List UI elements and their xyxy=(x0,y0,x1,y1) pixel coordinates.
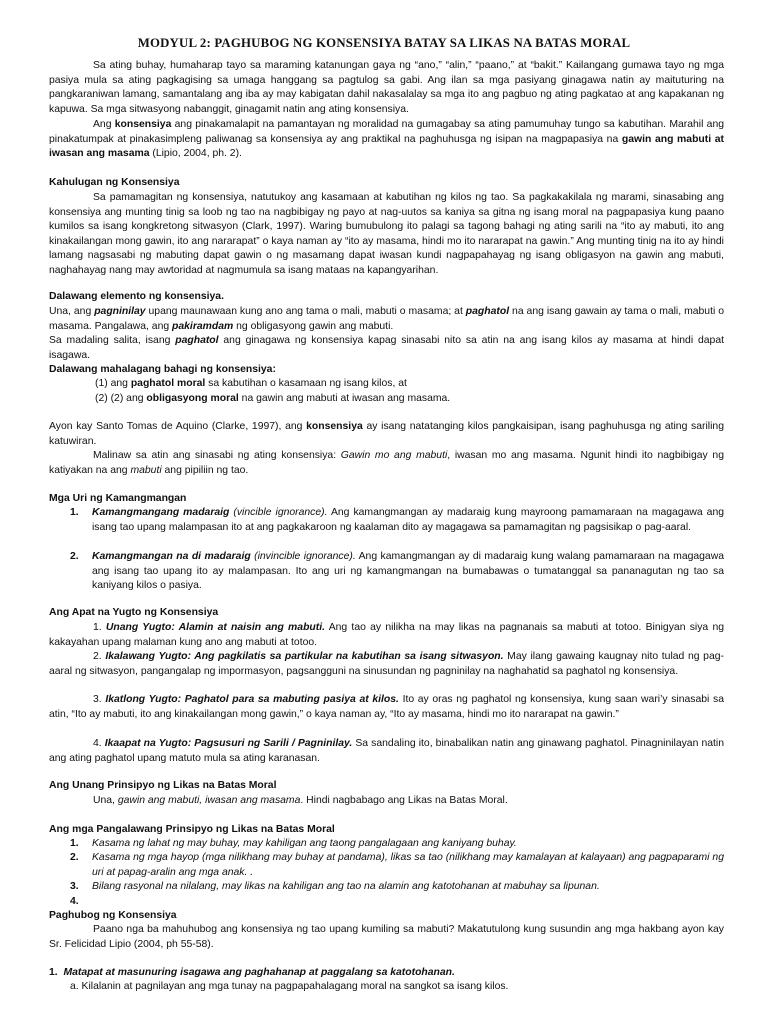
text-run: ay isang natatanging kilos pangkaisipan, isang paghuhusga ng ating sariling katuwiran. xyxy=(49,421,724,447)
bahagi-item-2 xyxy=(95,392,450,407)
term-obligasyong-moral: obligasyong moral xyxy=(146,393,239,404)
elemento-paragraph xyxy=(49,305,724,334)
term-paghatol-moral: paghatol moral xyxy=(130,378,206,389)
prinsipyo-item-1 xyxy=(92,837,724,852)
yugto-title: Ikalawang Yugto: Ang pagkilatis sa partikular na kabutihan sa isang sitwasyon. xyxy=(105,651,504,662)
emphasis-word: mabuti xyxy=(130,464,162,476)
section-heading-uri: Mga Uri ng Kamangmangan xyxy=(49,493,187,504)
bahagi-item-1 xyxy=(95,377,407,392)
emphasis-phrase: gawin ang mabuti at iwasan ang masama xyxy=(49,133,724,160)
unang-prinsipyo-text xyxy=(49,794,724,809)
step-title: Matapat at masunuring isagawa ang paghahanap at paggalang sa katotohanan. xyxy=(63,967,455,978)
intro-paragraph-1: Sa ating buhay, humaharap tayo sa maraming katanungan gaya ng “ano,” “alin,” “paano,” at “bakit.” Kailangang gumawa tayo ng mga pasiya mula sa ating pagkagising sa umaga hanggang sa pagtulog sa gabi. Ang ilan sa mga pasiyang ginagawa natin ay maituturing na pangkaraniwan lamang, samantalang ang iba ay may kabigatan dahil nakasalalay sa mga ito ang pagbuo ng ating pagkatao at ang kapakanan ng kapuwa. Sa mga sitwasyong nabanggit, ginagamit natin ang ating konsensiya. xyxy=(49,60,724,115)
text-run: Sa madaling salita, isang xyxy=(49,335,176,346)
yugto-item-2 xyxy=(49,650,724,679)
term-madaraig: Kamangmangang madaraig xyxy=(92,507,230,518)
list-number: 2. xyxy=(70,852,79,863)
yugto-item-4 xyxy=(49,737,724,766)
list-number: 1. xyxy=(70,507,79,518)
list-number: 3. xyxy=(93,694,106,705)
yugto-item-3 xyxy=(49,693,724,722)
term-pakiramdam: pakiramdam xyxy=(172,320,234,332)
text-run: (1) ang xyxy=(95,378,131,389)
text-run: Ang kamangmangan ay di madaraig kung walang pamamaraan na magagawa ang isang tao upang ito ay malampasan. Ito ang uri ng kamangmangan na bumabawas o tumatanggal sa pananagutan ng tao sa kaniyang kilos o pasiya. xyxy=(92,551,724,592)
document-title: MODYUL 2: PAGHUBOG NG KONSENSIYA BATAY SA LIKAS NA BATAS MORAL xyxy=(137,36,631,50)
text-run: , iwasan mo ang masama. Ngunit hindi ito nagbibigay ng katiyakan na ang xyxy=(49,450,724,476)
emphasis-phrase: Gawin mo ang mabuti xyxy=(340,450,448,461)
text-run: . Hindi nagbabago ang Likas na Batas Moral. xyxy=(300,795,508,806)
intro-paragraph-2 xyxy=(49,118,724,162)
list-number: 2. xyxy=(93,651,106,662)
text-run: ang pinakamalapit na pamantayan ng moralidad na gumagabay sa ating pamumuhay tungo sa kabutihan. Marahil ang pinakatumpak at pinakasimpleng paliwanag sa konsensiya ay ang praktikal na paghuhusga ng isipan na magpapasiya na xyxy=(49,119,724,145)
yugto-title: Ikaapat na Yugto: Pagsusuri ng Sarili / Pagninilay. xyxy=(104,738,353,749)
paghubog-step-1a: a. Kilalanin at pagnilayan ang mga tunay na pagpapahalagang moral na sangkot sa isang kilos. xyxy=(70,981,509,992)
prinsipyo-text: Kasama ng mga hayop (mga nilikhang may buhay at pandama), likas sa tao (nilikhang may kamalayan at kalayaan) ang pagpaparami ng uri at papag-aralin ang mga anak. . xyxy=(92,852,724,878)
term-english: (vincible ignorance). xyxy=(229,507,328,518)
term-paghatol: paghatol xyxy=(465,306,510,317)
term-english: (invincible ignorance). xyxy=(250,551,356,562)
text-run: na gawin ang mabuti at iwasan ang masama. xyxy=(238,393,451,404)
prinsipyo-item-2 xyxy=(92,851,724,880)
emphasis-phrase: gawin ang mabuti, iwasan ang masama xyxy=(117,795,301,806)
malinaw-paragraph xyxy=(49,449,724,478)
list-number: 1. xyxy=(93,622,106,633)
kahulugan-paragraph: Sa pamamagitan ng konsensiya, natutukoy ang kasamaan at kabutihan ng kilos ng tao. Sa pagkakakilala ng marami, sinasabing ang konsensiya ang munting tinig sa loob ng tao na nagbibigay ng payo at nag-uutos sa kaniya sa gitna ng isang moral na pagpapasiya kung paano kumilos sa isang kongkretong sitwasyon (Clark, 1997). Waring bumubulong ito palagi sa tagong bahagi ng ating sarili na “ito ay mabuti, ito ang kinakailangan mong gawin, ito ang nararapat” o kaya naman ay “ito ay masama, hindi mo ito nararapat na gawin.” Ang munting tinig na ito ay hindi lamang nagsasabi ng mabuting dapat gawin o ng masamang dapat iwasan kundi nagpapahayag ng isang obligasyon na gawin ang mabuti, naghahayag nang may awtoridad at nagmumula sa isang mataas na kapangyarihan. xyxy=(49,192,724,276)
text-run: Ang tao ay nilikha na may likas na pagnanais sa mabuti at totoo. Binigyan siya ng kakayahan upang malaman kung ano ang mabuti at totoo. xyxy=(49,622,725,648)
list-number: 2. xyxy=(70,551,79,562)
text-run: sa kabutihan o kasamaan ng isang kilos, at xyxy=(205,378,407,389)
term-pagninilay: pagninilay xyxy=(94,306,146,317)
prinsipyo-item-3 xyxy=(92,880,724,895)
list-number: 1. xyxy=(49,967,58,978)
text-run: Una, ang xyxy=(49,306,95,317)
text-run: Ang xyxy=(93,119,115,130)
text-run: Ito ay oras ng paghatol ng konsensiya, kung saan wari’y sinasabi sa atin, “Ito ay mabuti, ito ang kinakailangan mong gawin,” o kaya naman ay, “Ito ay masama, hindi mo ito nararapat na gawin.” xyxy=(49,694,724,720)
section-heading-paghubog: Paghubog ng Konsensiya xyxy=(49,910,177,921)
list-number: 4. xyxy=(70,896,79,907)
yugto-item-1 xyxy=(49,621,724,650)
uri-item-2 xyxy=(92,550,724,594)
aquino-paragraph xyxy=(49,420,724,449)
paghubog-paragraph: Paano nga ba mahuhubog ang konsensiya ng tao upang kumiling sa mabuti? Makatutulong kung susundin ang mga hakbang ayon kay Sr. Felicidad Lipio (2004, ph 55-58). xyxy=(49,924,724,950)
list-number: 3. xyxy=(70,881,79,892)
text-run: Ayon kay Santo Tomas de Aquino (Clarke, 1997), ang xyxy=(49,421,307,432)
paghubog-step-1 xyxy=(49,966,455,981)
madaling-salita-paragraph xyxy=(49,334,724,363)
citation: (Lipio, 2004, ph. 2). xyxy=(149,148,242,160)
list-number: 4. xyxy=(93,738,105,749)
subheading-elemento: Dalawang elemento ng konsensiya. xyxy=(49,291,224,302)
text-run: Una, xyxy=(93,795,118,806)
section-heading-yugto: Ang Apat na Yugto ng Konsensiya xyxy=(49,607,219,618)
text-run: upang maunawaan kung ano ang tama o mali, mabuti o masama; at xyxy=(145,306,466,317)
text-run: Ang kamangmangan ay madaraig kung mayroong pamamaraan na magagawa ang isang tao upang malampasan ito at ang pagkakaroon ng kaalaman dito ay magagawa sa pamamagitan ng pagsisikap o pag-aaral. xyxy=(92,507,725,533)
text-run: ang ginagawa ng konsensiya kapag sinasabi nito sa atin na ang isang kilos ay masama at hindi dapat isagawa. xyxy=(49,335,724,361)
subheading-bahagi: Dalawang mahalagang bahagi ng konsensiya: xyxy=(49,364,276,375)
list-number: 1. xyxy=(70,838,79,849)
text-run: ang pipiliin ng tao. xyxy=(161,464,249,476)
uri-item-1 xyxy=(92,506,724,535)
text-run: (2) (2) ang xyxy=(95,393,147,404)
section-heading-unang-prinsipyo: Ang Unang Prinsipyo ng Likas na Batas Moral xyxy=(49,780,277,791)
term-di-madaraig: Kamangmangan na di madaraig xyxy=(92,551,251,562)
term-konsensiya: konsensiya xyxy=(114,119,172,130)
text-run: Sa sandaling ito, binabalikan natin ang ginawang paghatol. Pinagninilayan natin ang ating paghatol upang matuto mula sa ating karanasan. xyxy=(49,738,724,764)
term-konsensiya: konsensiya xyxy=(306,421,363,432)
section-heading-kahulugan: Kahulugan ng Konsensiya xyxy=(49,177,180,188)
section-heading-pangalawang-prinsipyo: Ang mga Pangalawang Prinsipyo ng Likas na Batas Moral xyxy=(49,824,335,835)
prinsipyo-text: Kasama ng lahat ng may buhay, may kahiligan ang taong pangalagaan ang kaniyang buhay. xyxy=(92,838,517,849)
yugto-title: Unang Yugto: Alamin at naisin ang mabuti. xyxy=(105,622,326,633)
text-run: na ang isang gawain ay tama o mali, mabuti o masama. Pangalawa, ang xyxy=(49,306,724,332)
term-paghatol: paghatol xyxy=(175,335,219,346)
text-run: May ilang gawaing kaugnay nito tulad ng pag-aaral ng sitwasyon, pangangalap ng impormasyon, pagsangguni na sinusundan ng pagninilay na naghahatid sa paghatol ng konsensiya. xyxy=(49,651,724,677)
text-run: ng obligasyong gawin ang mabuti. xyxy=(233,320,394,332)
text-run: Malinaw sa atin ang sinasabi ng ating konsensiya: xyxy=(93,450,341,461)
yugto-title: Ikatlong Yugto: Paghatol para sa mabuting pasiya at kilos. xyxy=(105,694,399,705)
prinsipyo-text: Bilang rasyonal na nilalang, may likas na kahiligan ang tao na alamin ang katotohanan at mabuhay sa lipunan. xyxy=(92,881,600,892)
